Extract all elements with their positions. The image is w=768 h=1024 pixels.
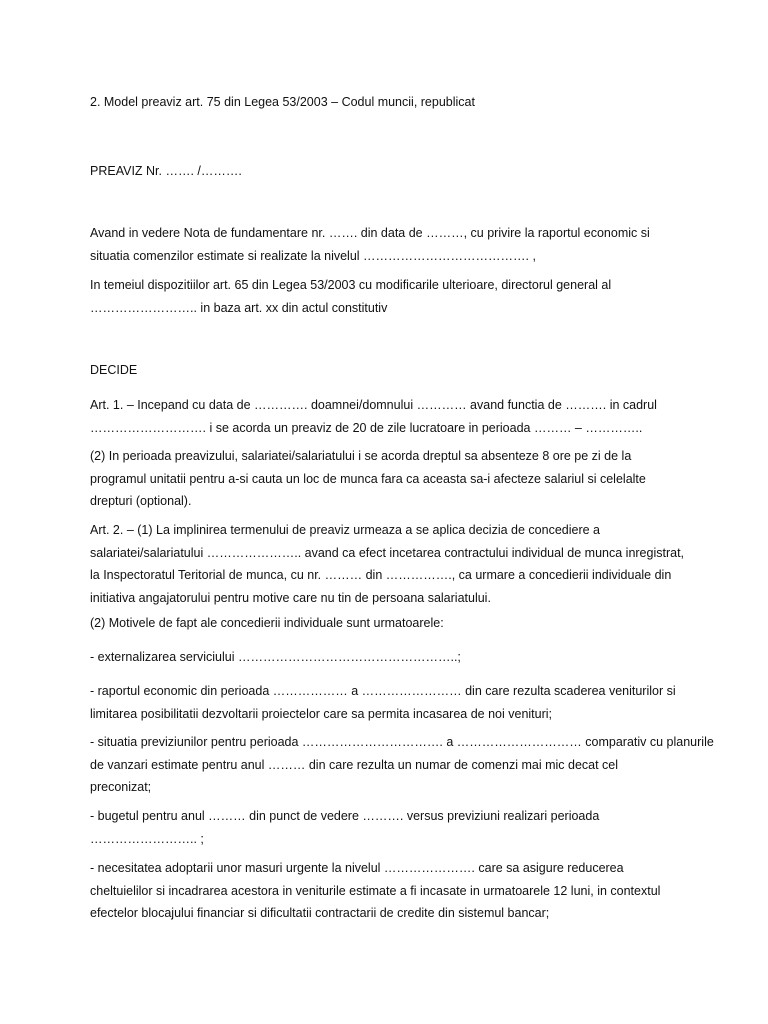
paragraph-line: (2) In perioada preavizului, salariatei/salariatului i se acorda dreptul sa absenteze 8 ore pe zi de la [90, 449, 632, 463]
legal-basis-paragraph [90, 274, 690, 319]
paragraph-line: - raportul economic din perioada ……………… a …………………… din care rezulta scaderea veniturilor si [90, 684, 676, 698]
paragraph-line: - bugetul pentru anul ……… din punct de vedere ………. versus previziuni realizari perioada [90, 809, 600, 823]
paragraph-line: - externalizarea serviciului ……………………………………………..; [90, 650, 461, 664]
reason-item [90, 731, 714, 799]
document-heading-text: 2. Model preaviz art. 75 din Legea 53/2003 – Codul muncii, republicat [90, 95, 475, 109]
intro-paragraph [90, 222, 690, 267]
preaviz-number-text: PREAVIZ Nr. ……. /………. [90, 164, 242, 178]
paragraph-line: ………………………. i se acorda un preaviz de 20 de zile lucratoare in perioada ……… – ………….. [90, 420, 643, 435]
article-1 [90, 394, 690, 439]
reason-item [90, 857, 690, 925]
paragraph-line: - situatia previziunilor pentru perioada ……………………………. a ………………………… comparativ cu planurile [90, 735, 714, 749]
paragraph-line: preconizat; [90, 780, 152, 794]
decide-label-text: DECIDE [90, 363, 138, 377]
paragraph-line: cheltuielilor si incadrarea acestora in veniturile estimate a fi incasate in urmatoarele 12 luni, in contextul [90, 883, 661, 898]
article-2-paragraph-2 [90, 612, 690, 635]
paragraph-line: programul unitatii pentru a-si cauta un loc de munca fara ca aceasta sa-i afecteze salariul si celelalte [90, 471, 646, 486]
paragraph-line: la Inspectoratul Teritorial de munca, cu nr. ……… din ……………., ca urmare a concedierii individuale din [90, 568, 672, 582]
paragraph-line: - necesitatea adoptarii unor masuri urgente la nivelul …………………. care sa asigure reducerea [90, 861, 624, 875]
preaviz-number [90, 160, 690, 183]
paragraph-line: limitarea posibilitatii dezvoltarii proiectelor care sa permita incasarea de noi venituri; [90, 706, 553, 721]
paragraph-line: de vanzari estimate pentru anul ……… din care rezulta un numar de comenzi mai mic decat cel [90, 757, 619, 772]
paragraph-line: Avand in vedere Nota de fundamentare nr. ……. din data de ………, cu privire la raportul economic si [90, 226, 650, 240]
paragraph-line: Art. 2. – (1) La implinirea termenului de preaviz urmeaza a se aplica decizia de concediere a [90, 523, 600, 537]
document-heading [90, 91, 690, 114]
reason-item [90, 646, 690, 669]
paragraph-line: situatia comenzilor estimate si realizate la nivelul …………………………………. , [90, 248, 536, 263]
paragraph-line: …………………….. in baza art. xx din actul constitutiv [90, 300, 388, 315]
paragraph-line: (2) Motivele de fapt ale concedierii individuale sunt urmatoarele: [90, 616, 444, 630]
paragraph-line: In temeiul dispozitiilor art. 65 din Legea 53/2003 cu modificarile ulterioare, directorul general al [90, 278, 612, 292]
reason-item [90, 680, 690, 725]
article-1-paragraph-2 [90, 445, 690, 513]
paragraph-line: efectelor blocajului financiar si dificultatii contractarii de credite din sistemul bancar; [90, 906, 550, 920]
paragraph-line: drepturi (optional). [90, 494, 192, 508]
article-2 [90, 519, 690, 609]
reason-item [90, 805, 690, 850]
paragraph-line: initiativa angajatorului pentru motive care nu tin de persoana salariatului. [90, 590, 491, 605]
paragraph-line: salariatei/salariatului ………………….. avand ca efect incetarea contractului individual de munca inregistrat, [90, 545, 685, 560]
paragraph-line: Art. 1. – Incepand cu data de …………. doamnei/domnului ………… avand functia de ………. in cadrul [90, 398, 657, 412]
paragraph-line: …………………….. ; [90, 831, 204, 846]
decide-label [90, 359, 690, 382]
